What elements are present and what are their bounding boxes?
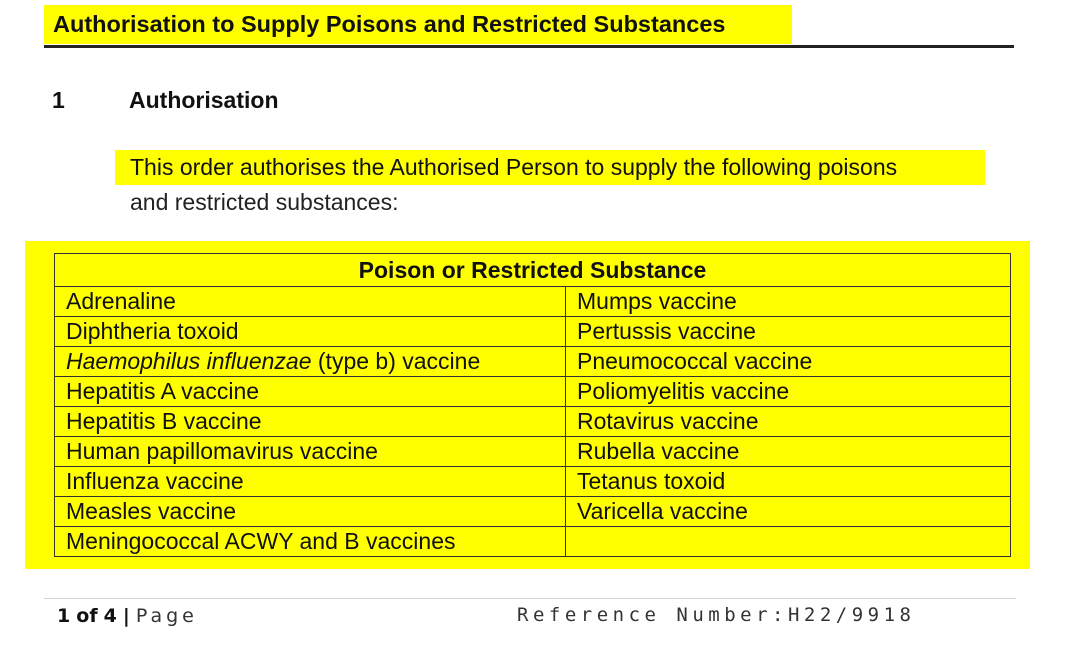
substance-name: Varicella vaccine	[577, 498, 748, 524]
table-row	[55, 437, 1011, 467]
substance-cell-right	[566, 467, 1011, 497]
page-word: Page	[135, 605, 198, 627]
substance-cell-left	[55, 467, 566, 497]
substance-name: Pertussis vaccine	[577, 318, 756, 344]
table-header: Poison or Restricted Substance	[55, 254, 1011, 287]
table-row	[55, 467, 1011, 497]
table-row	[55, 497, 1011, 527]
substance-name: Mumps vaccine	[577, 288, 737, 314]
substance-name: Hepatitis A vaccine	[66, 378, 260, 404]
table-row	[55, 347, 1011, 377]
footer-rule	[44, 598, 1016, 599]
title-rule	[44, 45, 1014, 48]
substance-name: Hepatitis B vaccine	[66, 408, 262, 434]
substances-table-highlight	[25, 241, 1030, 569]
table-row	[55, 287, 1011, 317]
substance-cell-left	[55, 317, 566, 347]
substance-cell-left	[55, 347, 566, 377]
substance-cell-right	[566, 347, 1011, 377]
paragraph-line-1: This order authorises the Authorised Person to supply the following poisons	[115, 150, 985, 185]
substance-cell-right	[566, 437, 1011, 467]
table-body	[55, 287, 1011, 557]
substance-cell-left	[55, 437, 566, 467]
substance-name: Poliomyelitis vaccine	[577, 378, 790, 404]
page-of: of	[76, 605, 98, 627]
substance-name: Pneumococcal vaccine	[577, 348, 813, 374]
page-indicator	[57, 604, 198, 628]
table-header-row	[55, 254, 1011, 287]
substance-cell-right	[566, 287, 1011, 317]
substance-name: Adrenaline	[66, 288, 176, 314]
substance-name: Diphtheria toxoid	[66, 318, 239, 344]
table-row	[55, 377, 1011, 407]
page-total: 4	[103, 605, 117, 627]
substance-cell-left	[55, 377, 566, 407]
table-row	[55, 317, 1011, 347]
substance-cell-left	[55, 407, 566, 437]
substance-name: Influenza vaccine	[66, 468, 244, 494]
substance-cell-left	[55, 497, 566, 527]
substance-cell-right	[566, 377, 1011, 407]
substance-cell-right	[566, 407, 1011, 437]
substance-name: (type b) vaccine	[311, 348, 481, 374]
substance-name: Measles vaccine	[66, 498, 237, 524]
reference-number: Reference Number:H22/9918	[517, 604, 916, 626]
substance-cell-right	[566, 527, 1011, 557]
substance-cell-left	[55, 527, 566, 557]
substance-name: Tetanus toxoid	[577, 468, 726, 494]
section-heading: Authorisation	[129, 87, 279, 113]
substance-name: Rubella vaccine	[577, 438, 740, 464]
substance-name: Meningococcal ACWY and B vaccines	[66, 528, 456, 554]
substance-name: Human papillomavirus vaccine	[66, 438, 378, 464]
substance-italic-part: Haemophilus influenzae	[66, 348, 312, 374]
page-current: 1	[57, 605, 71, 627]
substance-cell-right	[566, 317, 1011, 347]
document-title: Authorisation to Supply Poisons and Restricted Substances	[44, 5, 792, 44]
table-row	[55, 527, 1011, 557]
page-separator: |	[122, 605, 130, 627]
section-number: 1	[52, 87, 65, 113]
paragraph-line-2: and restricted substances:	[130, 189, 399, 215]
substance-cell-right	[566, 497, 1011, 527]
substance-cell-left	[55, 287, 566, 317]
table-row	[55, 407, 1011, 437]
substances-table	[54, 253, 1011, 557]
substance-name: Rotavirus vaccine	[577, 408, 759, 434]
